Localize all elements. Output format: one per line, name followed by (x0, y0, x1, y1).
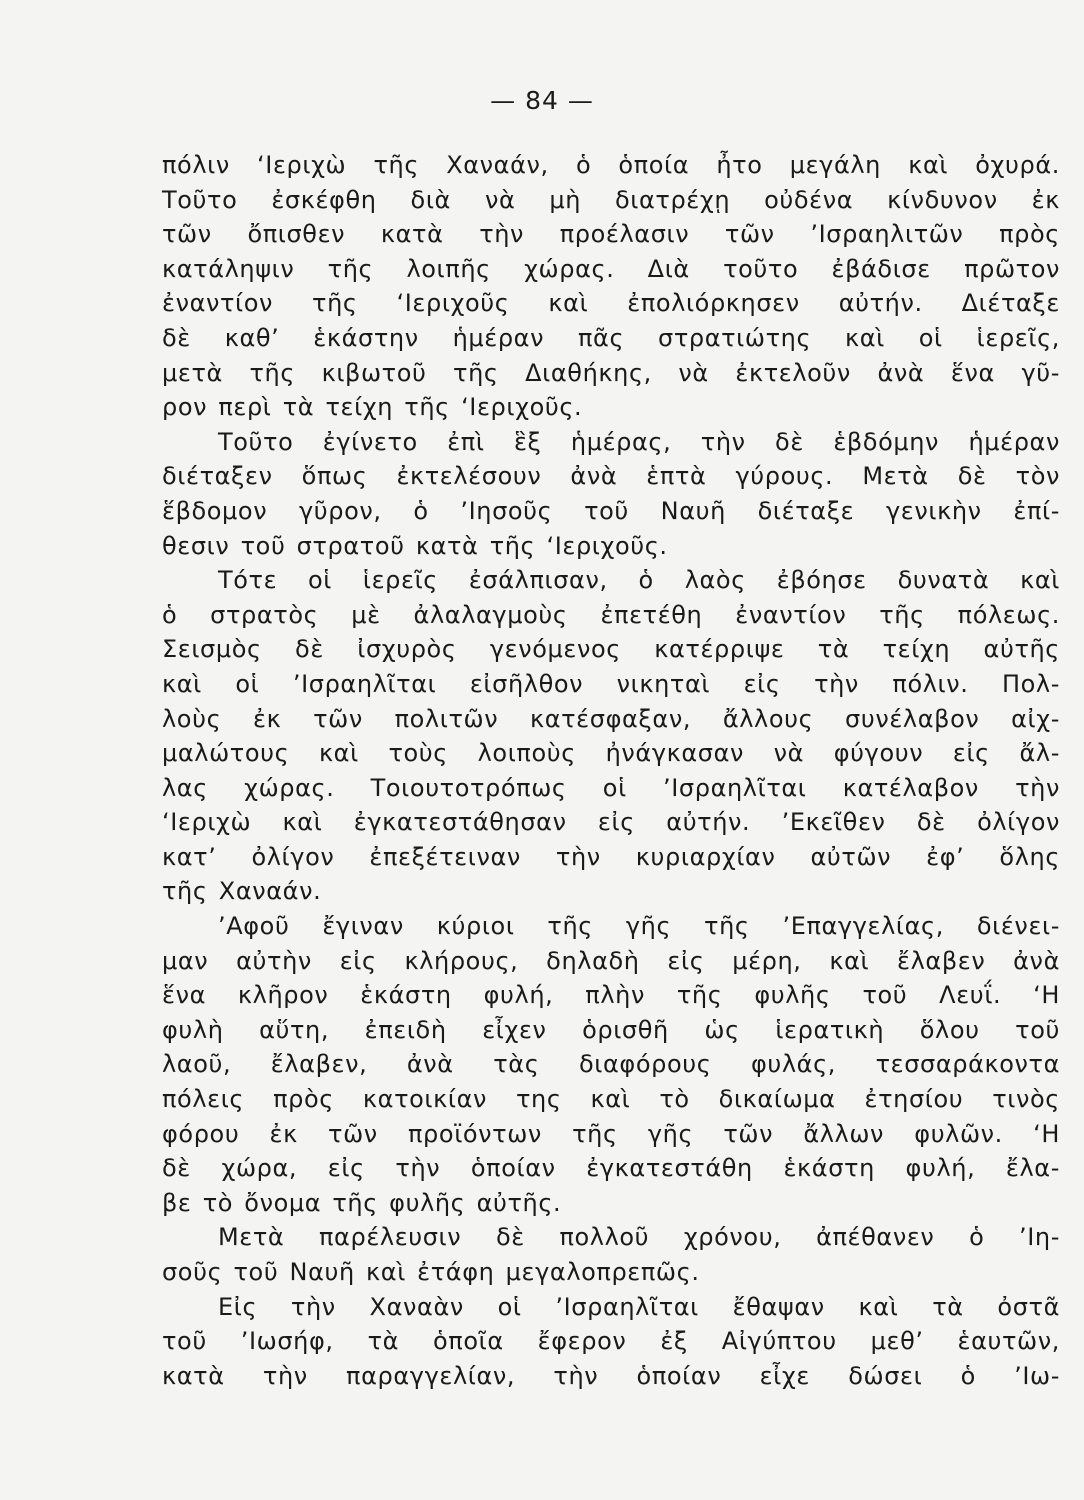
text-line: δὲ καθ’ ἑκάστην ἡμέραν πᾶς στρατιώτης καὶ οἱ ἱερεῖς, (162, 323, 1060, 352)
paragraph (162, 425, 1060, 563)
text-line: ἐναντίον τῆς ‘Ιεριχοῦς καὶ ἐπολιόρκησεν αὐτήν. Διέταξε (162, 289, 1060, 318)
text-line: λαοῦ, ἔλαβεν, ἀνὰ τὰς διαφόρους φυλάς, τεσσαράκοντα (162, 1050, 1060, 1079)
text-line: πόλιν ‘Ιεριχὼ τῆς Χαναάν, ὁ ὁποία ἦτο μεγάλη καὶ ὀχυρά. (162, 151, 1060, 179)
text-line: φόρου ἐκ τῶν προϊόντων τῆς γῆς τῶν ἄλλων φυλῶν. ‘Η (162, 1119, 1060, 1148)
text-line: πόλεις πρὸς κατοικίαν της καὶ τὸ δικαίωμα ἐτησίου τινὸς (162, 1085, 1060, 1114)
text-line: δὲ χώρα, εἰς τὴν ὁποίαν ἐγκατεστάθη ἑκάστη φυλή, ἔλα- (162, 1154, 1060, 1183)
paragraph (162, 909, 1060, 1220)
text-line: καὶ οἱ ’Ισραηλῖται εἰσῆλθον νικηταὶ εἰς τὴν πόλιν. Πολ- (162, 669, 1060, 698)
text-line: τῶν ὄπισθεν κατὰ τὴν προέλασιν τῶν ’Ισραηλιτῶν πρὸς (162, 220, 1060, 249)
text-line: Σεισμὸς δὲ ἰσχυρὸς γενόμενος κατέρριψε τὰ τείχη αὐτῆς (162, 635, 1060, 664)
text-line: ὁ στρατὸς μὲ ἀλαλαγμοὺς ἐπετέθη ἐναντίον τῆς πόλεως. (162, 600, 1060, 629)
text-line: φυλὴ αὕτη, ἐπειδὴ εἶχεν ὁρισθῆ ὡς ἱερατικὴ ὅλου τοῦ (162, 1015, 1060, 1044)
paragraph (162, 1290, 1060, 1394)
text-line: Εἰς τὴν Χαναὰν οἱ ’Ισραηλῖται ἔθαψαν καὶ τὰ ὀστᾶ (218, 1292, 1060, 1321)
text-line: κατὰ τὴν παραγγελίαν, τὴν ὁποίαν εἶχε δώσει ὁ ’Ιω- (162, 1361, 1060, 1390)
text-line: βε τὸ ὄνομα τῆς φυλῆς αὐτῆς. (162, 1188, 562, 1217)
text-line: διέταξεν ὅπως ἐκτελέσουν ἀνὰ ἑπτὰ γύρους. Μετὰ δὲ τὸν (162, 462, 1060, 491)
paragraph (162, 1220, 1060, 1289)
page-number: — 84 — (490, 86, 594, 115)
text-line: μετὰ τῆς κιβωτοῦ τῆς Διαθήκης, νὰ ἐκτελοῦν ἀνὰ ἕνα γῦ- (162, 358, 1060, 387)
body-text (162, 148, 1060, 1393)
text-line: Τοῦτο ἐγίνετο ἐπὶ ἓξ ἡμέρας, τὴν δὲ ἑβδόμην ἡμέραν (218, 427, 1060, 456)
text-line: σοῦς τοῦ Ναυῆ καὶ ἐτάφη μεγαλοπρεπῶς. (162, 1258, 700, 1286)
text-line: τοῦ ’Ιωσήφ, τὰ ὁποῖα ἔφερον ἐξ Αἰγύπτου μεθ’ ἑαυτῶν, (162, 1327, 1060, 1356)
text-line: λοὺς ἐκ τῶν πολιτῶν κατέσφαξαν, ἄλλους συνέλαβον αἰχ- (162, 704, 1060, 733)
text-line: Μετὰ παρέλευσιν δὲ πολλοῦ χρόνου, ἀπέθανεν ὁ ’Ιη- (218, 1223, 1060, 1252)
text-line: ’Αφοῦ ἔγιναν κύριοι τῆς γῆς τῆς ’Επαγγελίας, διένει- (218, 912, 1060, 941)
text-line: θεσιν τοῦ στρατοῦ κατὰ τῆς ‘Ιεριχοῦς. (162, 531, 668, 560)
text-line: Τότε οἱ ἱερεῖς ἐσάλπισαν, ὁ λαὸς ἐβόησε δυνατὰ καὶ (218, 566, 1060, 595)
text-line: ‘Ιεριχὼ καὶ ἐγκατεστάθησαν εἰς αὐτήν. ’Εκεῖθεν δὲ ὀλίγον (162, 808, 1060, 837)
text-line: ἕνα κλῆρον ἑκάστη φυλή, πλὴν τῆς φυλῆς τοῦ Λευΐ. ‘Η (162, 981, 1060, 1010)
text-line: μαν αὐτὴν εἰς κλήρους, δηλαδὴ εἰς μέρη, καὶ ἔλαβεν ἀνὰ (162, 946, 1060, 975)
text-line: μαλώτους καὶ τοὺς λοιποὺς ἠνάγκασαν νὰ φύγουν εἰς ἄλ- (162, 739, 1060, 768)
text-line: Τοῦτο ἐσκέφθη διὰ νὰ μὴ διατρέχῃ οὐδένα κίνδυνον ἐκ (162, 185, 1060, 214)
text-line: ρον περὶ τὰ τείχη τῆς ‘Ιεριχοῦς. (162, 393, 583, 422)
text-line: κατάληψιν τῆς λοιπῆς χώρας. Διὰ τοῦτο ἐβάδισε πρῶτον (162, 254, 1060, 283)
paragraph (162, 148, 1060, 425)
text-line: λας χώρας. Τοιουτοτρόπως οἱ ’Ισραηλῖται κατέλαβον τὴν (162, 773, 1060, 802)
text-line: ἕβδομον γῦρον, ὁ ’Ιησοῦς τοῦ Ναυῆ διέταξε γενικὴν ἐπί- (162, 496, 1060, 525)
text-line: τῆς Χαναάν. (162, 877, 322, 906)
text-line: κατ’ ὀλίγον ἐπεξέτειναν τὴν κυριαρχίαν αὐτῶν ἐφ’ ὅλης (162, 842, 1060, 871)
paragraph (162, 563, 1060, 909)
